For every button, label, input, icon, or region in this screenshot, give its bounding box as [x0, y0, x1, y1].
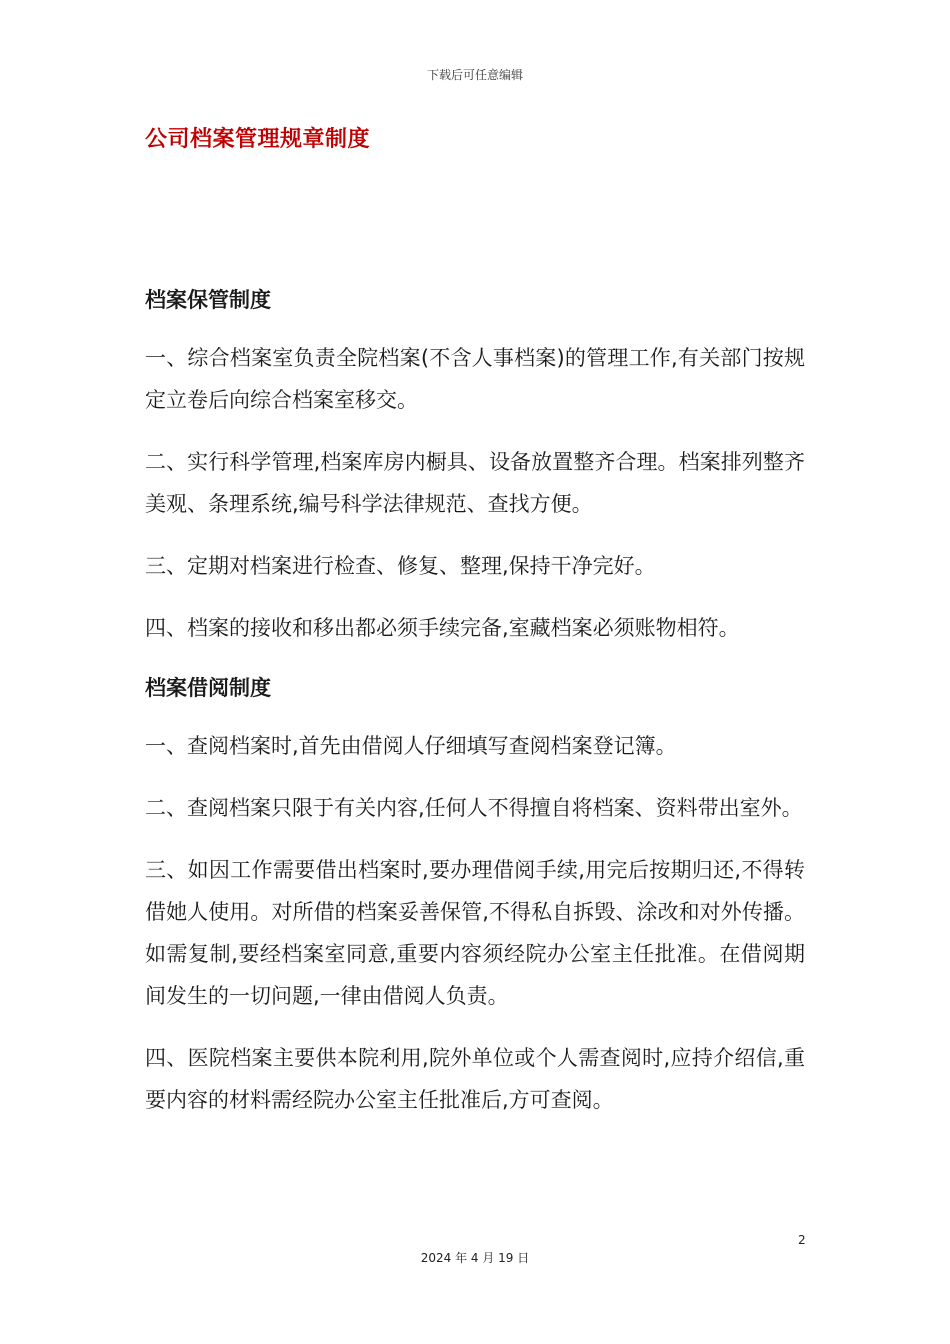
page-number: 2	[798, 1233, 806, 1247]
paragraph: 三、定期对档案进行检查、修复、整理,保持干净完好。	[145, 554, 656, 578]
paragraph: 三、如因工作需要借出档案时,要办理借阅手续,用完后按期归还,不得转借她人使用。对所借的档案妥善保管,不得私自拆毁、涂改和对外传播。如需复制,要经档案室同意,重要内容须经院办公室主任批准。在借阅期间发生的一切问题,一律由借阅人负责。	[145, 858, 805, 1008]
paragraph: 一、综合档案室负责全院档案(不含人事档案)的管理工作,有关部门按规定立卷后向综合档案室移交。	[145, 346, 805, 412]
section-storage	[145, 283, 805, 649]
footer-date: 2024 年 4 月 19 日	[420, 1251, 530, 1265]
section-heading: 档案保管制度	[145, 288, 271, 312]
paragraph: 二、实行科学管理,档案库房内橱具、设备放置整齐合理。档案排列整齐美观、条理系统,编号科学法律规范、查找方便。	[145, 450, 805, 516]
paragraph: 二、查阅档案只限于有关内容,任何人不得擅自将档案、资料带出室外。	[145, 796, 803, 820]
section-borrowing	[145, 671, 805, 1121]
header-note: 下载后可任意编辑	[426, 68, 523, 82]
document-body	[145, 283, 805, 1121]
paragraph: 四、档案的接收和移出都必须手续完备,室藏档案必须账物相符。	[145, 616, 740, 640]
document-title: 公司档案管理规章制度	[145, 127, 371, 152]
paragraph: 四、医院档案主要供本院利用,院外单位或个人需查阅时,应持介绍信,重要内容的材料需经院办公室主任批准后,方可查阅。	[145, 1046, 805, 1112]
section-heading: 档案借阅制度	[145, 676, 271, 700]
paragraph: 一、查阅档案时,首先由借阅人仔细填写查阅档案登记簿。	[145, 734, 677, 758]
